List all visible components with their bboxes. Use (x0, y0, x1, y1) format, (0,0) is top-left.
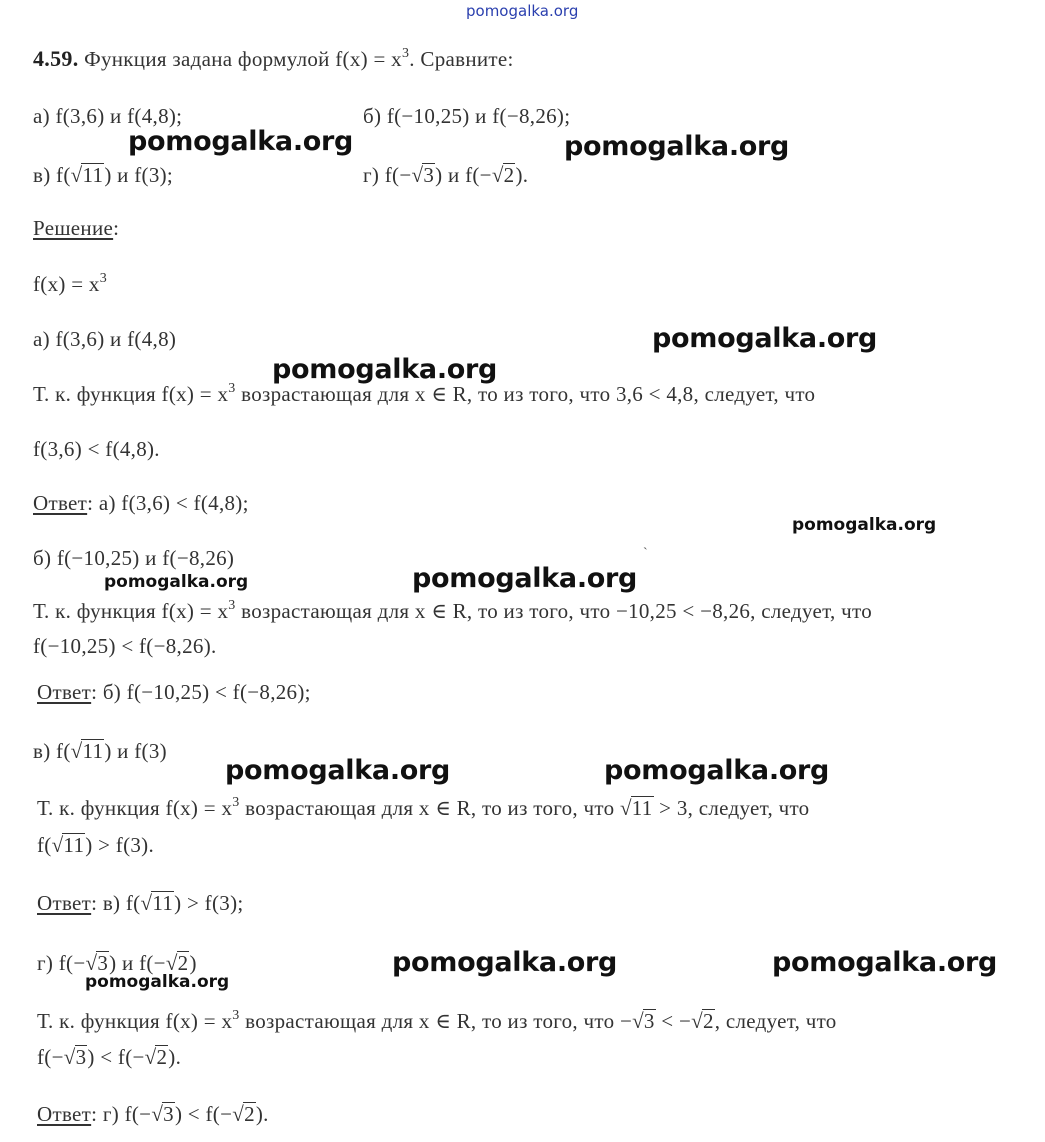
part-b-answer-text: : б) f(−10,25) < f(−8,26); (91, 680, 311, 704)
item-v-radicand: 11 (82, 163, 104, 187)
part-b-reasoning (33, 598, 872, 624)
part-g-conclusion (37, 1044, 181, 1070)
header-watermark: pomogalka.org (466, 2, 579, 20)
item-v-suffix: ) и f(3); (104, 163, 174, 187)
part-g-text-radicand-1: 3 (643, 1009, 655, 1033)
part-v-text-after: > 3, следует, что (653, 796, 810, 820)
part-g-answer-radicand-2: 2 (244, 1102, 255, 1126)
part-v-exponent: 3 (232, 795, 240, 810)
problem-statement (33, 46, 514, 72)
sqrt-symbol: √ (140, 891, 153, 915)
watermark: pomogalka.org (225, 755, 451, 786)
item-a: а) f(3,6) и f(4,8); (33, 104, 183, 128)
part-g-text-mid: возрастающая для x ∈ R, то из того, что − (239, 1009, 633, 1033)
item-v-prefix: в) f( (33, 163, 71, 187)
watermark: pomogalka.org (772, 947, 998, 978)
part-b-conclusion: f(−10,25) < f(−8,26). (33, 634, 217, 658)
part-v-text: Т. к. функция f(x) = x (37, 796, 233, 820)
sqrt-symbol: √ (165, 951, 178, 975)
watermark: pomogalka.org (564, 131, 790, 162)
part-b-text-after: возрастающая для x ∈ R, то из того, что −10,25 < −8,26, следует, что (235, 599, 873, 623)
answer-label: Ответ (37, 1102, 92, 1126)
sqrt-symbol: √ (85, 951, 98, 975)
part-v-conclusion-radicand: 11 (63, 833, 85, 857)
item-v (33, 162, 173, 188)
answer-label: Ответ (37, 680, 92, 704)
part-v-conclusion-suffix: ) > f(3). (85, 833, 155, 857)
part-g-conclusion-radicand-2: 2 (156, 1045, 168, 1069)
part-g-radicand-1: 3 (97, 951, 109, 975)
part-g-answer (37, 1101, 269, 1127)
solution-heading-colon: : (113, 216, 120, 240)
part-v-label-prefix: в) f( (33, 739, 71, 763)
part-a-exponent: 3 (228, 381, 236, 396)
watermark: pomogalka.org (792, 515, 937, 535)
watermark: pomogalka.org (85, 972, 230, 992)
sqrt-symbol: √ (232, 1102, 245, 1126)
part-g-text-radicand-2: 2 (702, 1009, 714, 1033)
sqrt-symbol: √ (632, 1009, 644, 1033)
part-v-answer-prefix: : в) f( (91, 891, 141, 915)
part-v-reasoning (37, 795, 810, 821)
part-v-label-suffix: ) и f(3) (104, 739, 167, 763)
part-g-text-after: , следует, что (714, 1009, 837, 1033)
part-g-conclusion-mid: ) < f(− (87, 1045, 145, 1069)
statement-tail: . Сравните: (409, 47, 514, 71)
part-a-conclusion: f(3,6) < f(4,8). (33, 437, 160, 461)
sqrt-symbol: √ (51, 833, 64, 857)
part-v-label (33, 738, 167, 764)
item-g-suffix: ). (515, 163, 529, 187)
sqrt-symbol: √ (491, 163, 504, 187)
part-g-answer-radicand-1: 3 (163, 1102, 174, 1126)
scan-speck: ˋ (643, 546, 648, 561)
part-g-text-mid2: < − (655, 1009, 692, 1033)
part-a-answer (33, 490, 249, 516)
watermark: pomogalka.org (652, 323, 878, 354)
part-b-exponent: 3 (228, 598, 236, 613)
part-g-conclusion-suffix: ). (168, 1045, 182, 1069)
part-v-conclusion (37, 832, 154, 858)
solution-heading-text: Решение (33, 216, 114, 240)
part-g-conclusion-prefix: f(− (37, 1045, 64, 1069)
solution-heading (33, 215, 119, 241)
part-a-text-after: возрастающая для x ∈ R, то из того, что 3,6 < 4,8, следует, что (235, 382, 816, 406)
part-v-answer (37, 890, 244, 916)
item-g (363, 162, 528, 188)
watermark: pomogalka.org (412, 563, 638, 594)
part-b-label: б) f(−10,25) и f(−8,26) (33, 546, 235, 570)
part-a-answer-text: : а) f(3,6) < f(4,8); (87, 491, 249, 515)
watermark: pomogalka.org (128, 126, 354, 157)
sqrt-symbol: √ (411, 163, 424, 187)
part-g-exponent: 3 (232, 1008, 240, 1023)
part-v-conclusion-prefix: f( (37, 833, 52, 857)
part-v-answer-suffix: ) > f(3); (174, 891, 244, 915)
watermark: pomogalka.org (272, 354, 498, 385)
sqrt-symbol: √ (691, 1009, 703, 1033)
sqrt-symbol: √ (151, 1102, 164, 1126)
part-g-answer-suffix: ). (255, 1102, 269, 1126)
watermark: pomogalka.org (604, 755, 830, 786)
item-g-prefix: г) f(− (363, 163, 412, 187)
part-a-text: Т. к. функция f(x) = x (33, 382, 229, 406)
part-g-answer-prefix: : г) f(− (91, 1102, 152, 1126)
sqrt-symbol: √ (619, 796, 632, 820)
function-formula (33, 271, 107, 297)
part-g-radicand-2: 2 (177, 951, 189, 975)
watermark: pomogalka.org (392, 947, 618, 978)
statement-exponent: 3 (401, 46, 410, 61)
formula-base: f(x) = x (33, 272, 100, 296)
part-g-label-mid: ) и f(− (109, 951, 166, 975)
watermark: pomogalka.org (104, 572, 249, 592)
part-g-label-prefix: г) f(− (37, 951, 86, 975)
statement-text: Функция задана формулой f(x) = x (84, 47, 402, 71)
part-b-text: Т. к. функция f(x) = x (33, 599, 229, 623)
part-g-reasoning (37, 1008, 837, 1034)
sqrt-symbol: √ (70, 163, 83, 187)
part-v-radicand: 11 (82, 739, 104, 763)
part-g-conclusion-radicand-1: 3 (75, 1045, 87, 1069)
part-v-text-radicand: 11 (631, 796, 653, 820)
answer-label: Ответ (37, 891, 92, 915)
part-g-answer-mid: ) < f(− (174, 1102, 233, 1126)
answer-label: Ответ (33, 491, 88, 515)
part-v-answer-radicand: 11 (152, 891, 174, 915)
sqrt-symbol: √ (144, 1045, 157, 1069)
part-g-label-suffix: ) (189, 951, 197, 975)
sqrt-symbol: √ (70, 739, 83, 763)
part-b-answer (37, 679, 311, 705)
item-g-radicand-2: 2 (503, 163, 515, 187)
item-g-mid: ) и f(− (435, 163, 492, 187)
sqrt-symbol: √ (63, 1045, 76, 1069)
problem-number: 4.59. (33, 46, 79, 71)
part-a-label: а) f(3,6) и f(4,8) (33, 327, 177, 351)
formula-exponent: 3 (99, 271, 108, 286)
part-g-text: Т. к. функция f(x) = x (37, 1009, 233, 1033)
item-g-radicand-1: 3 (423, 163, 435, 187)
part-v-text-mid: возрастающая для x ∈ R, то из того, что (239, 796, 620, 820)
item-b: б) f(−10,25) и f(−8,26); (363, 104, 571, 128)
